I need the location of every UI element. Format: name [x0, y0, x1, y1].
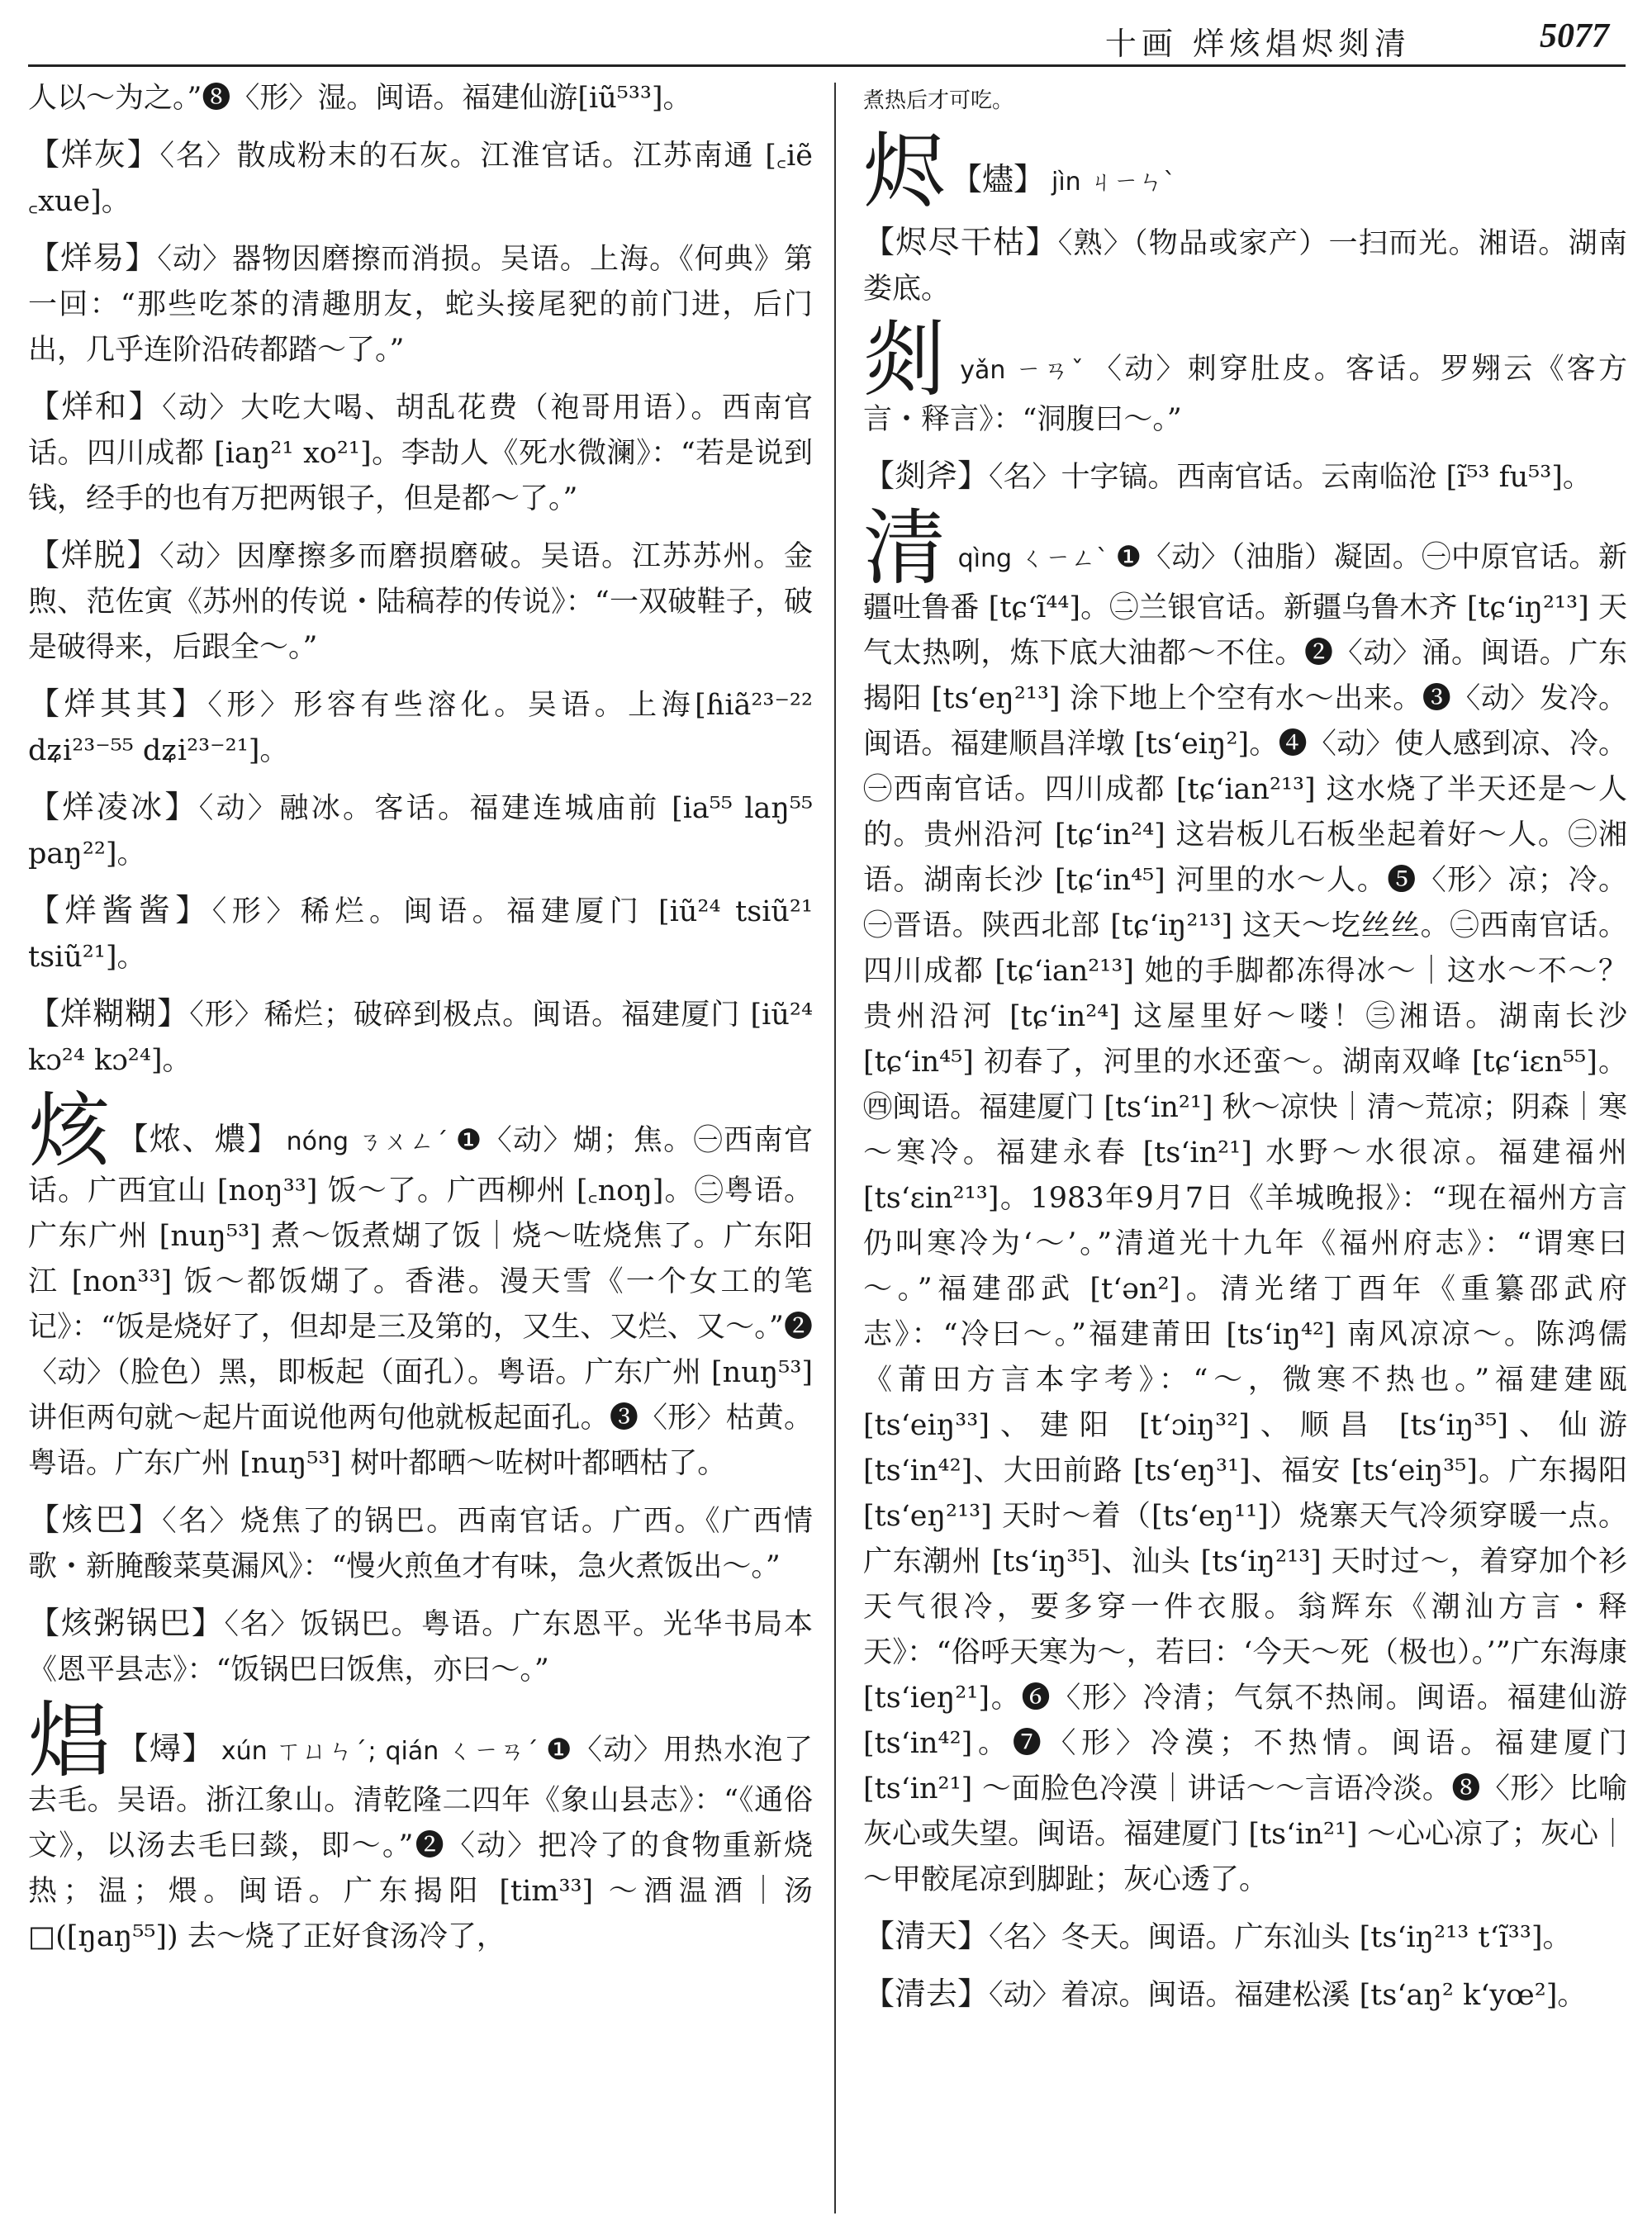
compound-entry: [28, 785, 813, 877]
compound-entry: [863, 453, 1627, 501]
compound-entry: [28, 132, 813, 225]
definition-text: ❶〈动〉用热水泡了去毛。吴语。浙江象山。清乾隆二四年《象山县志》：“《通俗文》，以汤去毛曰燅，即～。”❷〈动〉把冷了的食物重新烧热；温；煨。闽语。广东揭阳 [tim³³] ～酒温酒｜汤□([ŋaŋ⁵⁵]) 去～烧了正好食汤冷了，: [28, 1734, 813, 1953]
definition-text: 煮热后才可吃。: [863, 88, 1014, 113]
definition-text: 〈动〉器物因磨擦而消损。吴语。上海。《何典》第一回：“那些吃茶的清趣朋友，蛇头接尾豝的前门进，后门出，几乎连阶沿砖都踏～了。”: [28, 243, 813, 367]
compound-word: 【烗粥锅巴】: [28, 1605, 225, 1641]
definition-text: 〈熟〉（物品或家产）一扫而光。湘语。湖南娄底。: [863, 227, 1627, 306]
compound-word: 【剡斧】: [863, 458, 990, 494]
definition-text: 〈动〉刺穿肚皮。客话。罗翙云《客方言・释言》：“洞腹曰～。”: [863, 353, 1627, 436]
headword-entry: [863, 311, 1627, 443]
headword-entry: [863, 123, 1627, 220]
headword: 烬: [863, 123, 946, 220]
entry-continuation: [863, 76, 1627, 124]
right-column: [863, 76, 1627, 2215]
compound-word: 【烊凌冰】: [28, 789, 199, 825]
definition-text: 〈名〉饭锅巴。粤语。广东恩平。光华书局本《恩平县志》：“饭锅巴曰饭焦，亦曰～。”: [28, 1608, 813, 1687]
compound-word: 【烊脱】: [28, 537, 160, 573]
headword: 焻: [28, 1692, 112, 1789]
compound-word: 【清去】: [863, 1976, 990, 2012]
compound-entry: [863, 220, 1627, 312]
definition-text: 〈名〉散成粉末的石灰。江淮官话。江苏南通 [꜀iẽ ꜀xue]。: [28, 140, 813, 218]
compound-entry: [28, 991, 813, 1084]
pronunciation: yǎn ㄧㄢˇ: [960, 356, 1086, 385]
definition-text: 〈动〉因摩擦多而磨损磨破。吴语。江苏苏州。金煦、范佐寅《苏州的传说・陆稿荐的传说》：“一双破鞋子，破是破得来，后跟全～。”: [28, 540, 813, 664]
definition-text: 〈动〉着凉。闽语。福建松溪 [tsʻaŋ² kʻyœ²]。: [989, 1979, 1587, 2012]
definition-text: 〈动〉大吃大喝、胡乱花费（袍哥用语）。西南官话。四川成都 [iaŋ²¹ xo²¹]。李劼人《死水微澜》：“若是说到钱，经手的也有万把两银子，但是都～了。”: [28, 391, 813, 515]
compound-word: 【烊其其】: [28, 686, 208, 722]
page-header: [28, 0, 1626, 67]
variant-form: 【燖】: [116, 1730, 215, 1767]
compound-entry: [28, 681, 813, 774]
compound-entry: [28, 235, 813, 373]
definition-text: 〈名〉冬天。闽语。广东汕头 [tsʻiŋ²¹³ tʻĩ³³]。: [989, 1921, 1572, 1954]
pronunciation: xún ㄒㄩㄣˊ; qián ㄑㄧㄢˊ: [221, 1737, 540, 1766]
headword: 剡: [863, 311, 949, 408]
compound-entry: [863, 1971, 1627, 2019]
compound-entry: [28, 384, 813, 522]
compound-word: 【烗巴】: [28, 1502, 163, 1538]
headword: 烗: [28, 1083, 112, 1179]
pronunciation: jìn ㄐㄧㄣˋ: [1051, 168, 1176, 197]
headword-entry: [28, 1083, 813, 1487]
compound-word: 【烊和】: [28, 388, 163, 425]
headword: 清: [863, 500, 947, 596]
compound-word: 【烊糊糊】: [28, 995, 190, 1032]
definition-text: 人以～为之。”❽〈形〉湿。闽语。福建仙游[iũ⁵³³]。: [28, 82, 692, 115]
headword-entry: [28, 1692, 813, 1960]
compound-word: 【清天】: [863, 1918, 990, 1954]
column-divider: [834, 83, 836, 2213]
headword-entry: [863, 500, 1627, 1903]
definition-text: 〈动〉融冰。客话。福建连城庙前 [ia⁵⁵ laŋ⁵⁵ paŋ²²]。: [28, 792, 813, 871]
definition-text: 〈形〉形容有些溶化。吴语。上海[ɦiã²³⁻²² dʑi²³⁻⁵⁵ dʑi²³⁻²¹]。: [28, 689, 813, 767]
entry-continuation: [28, 76, 813, 121]
compound-word: 【烊灰】: [28, 136, 160, 173]
definition-text: 〈名〉烧焦了的锅巴。西南官话。广西。《广西情歌・新腌酸菜莫漏风》：“慢火煎鱼才有味，急火煮饭出～。”: [28, 1505, 813, 1583]
compound-entry: [28, 533, 813, 671]
definition-text: 〈形〉稀烂；破碎到极点。闽语。福建厦门 [iũ²⁴ kɔ²⁴ kɔ²⁴]。: [28, 999, 813, 1077]
pronunciation: nóng ㄋㄨㄥˊ: [286, 1127, 449, 1156]
compound-word: 【烊酱酱】: [28, 892, 212, 928]
definition-text: ❶〈动〉煳；焦。㊀西南官话。广西宜山 [noŋ³³] 饭～了。广西柳州 [꜀noŋ]。㊁粤语。广东广州 [nuŋ⁵³] 煮～饭煮煳了饭｜烧～咗烧焦了。广东阳江 [non³³] 饭～都饭煳了。香港。漫天雪《一个女工的笔记》：“饭是烧好了，但却是三及第的，又生、又烂、又～。”❷〈动〉（脸色）黑，即板起（面孔）。粤语。广东广州 [nuŋ⁵³] 讲佢两句就～起片面说他两句他就板起面孔。❸〈形〉枯黄。粤语。广东广州 [nuŋ⁵³] 树叶都晒～咗树叶都晒枯了。: [28, 1124, 813, 1480]
compound-word: 【烊易】: [28, 240, 158, 276]
page-number: 5077: [1540, 17, 1609, 55]
left-column: [28, 76, 813, 2215]
definition-text: ❶〈动〉（油脂）凝固。㊀中原官话。新疆吐鲁番 [tɕʻĩ⁴⁴]。㊁兰银官话。新疆乌鲁木齐 [tɕʻiŋ²¹³] 天气太热咧，炼下底大油都～不住。❷〈动〉涌。闽语。广东揭阳 [tsʻeŋ²¹³] 涂下地上个空有水～出来。❸〈动〉发冷。闽语。福建顺昌洋墩 [tsʻeiŋ²]。❹〈动〉使人感到凉、冷。㊀西南官话。四川成都 [tɕʻian²¹³] 这水烧了半天还是～人的。贵州沿河 [tɕʻin²⁴] 这岩板儿石板坐起着好～人。㊁湘语。湖南长沙 [tɕʻin⁴⁵] 河里的水～人。❺〈形〉凉；冷。㊀晋语。陕西北部 [tɕʻiŋ²¹³] 这天～圪丝丝。㊁西南官话。四川成都 [tɕʻian²¹³] 她的手脚都冻得冰～｜这水～不～？贵州沿河 [tɕʻin²⁴] 这屋里好～喽！㊂湘语。湖南长沙 [tɕʻin⁴⁵] 初春了，河里的水还蛮～。湖南双峰 [tɕʻiɛn⁵⁵]。㊃闽语。福建厦门 [tsʻin²¹] 秋～凉快｜清～荒凉；阴森｜寒～寒冷。福建永春 [tsʻin²¹] 水野～水很凉。福建福州 [tsʻɛin²¹³]。1983年9月7日《羊城晚报》：“现在福州方言仍叫寒冷为‘～’。”清道光十九年《福州府志》：“谓寒曰～。”福建邵武 [tʻən²]。清光绪丁酉年《重纂邵武府志》：“冷曰～。”福建莆田 [tsʻiŋ⁴²] 南风凉凉～。陈鸿儒《莆田方言本字考》：“～，微寒不热也。”福建建瓯 [tsʻeiŋ³³]、建阳 [tʻɔiŋ³²]、顺昌 [tsʻiŋ³⁵]、仙游 [tsʻin⁴²]、大田前路 [tsʻeŋ³¹]、福安 [tsʻeiŋ³⁵]。广东揭阳 [tsʻeŋ²¹³] 天时～着（[tsʻeŋ¹¹]）烧寨天气冷须穿暖一点。广东潮州 [tsʻiŋ³⁵]、汕头 [tsʻiŋ²¹³] 天时过～，着穿加个衫天气很冷，要多穿一件衣服。翁辉东《潮汕方言・释天》：“俗呼天寒为～，若曰：‘今天～死（极也）。’”广东海康 [tsʻieŋ²¹]。❻〈形〉冷清；气氛不热闹。闽语。福建仙游 [tsʻin⁴²]。❼〈形〉冷漠；不热情。闽语。福建厦门 [tsʻin²¹] ～面脸色冷漠｜讲话～～言语冷淡。❽〈形〉比喻灰心或失望。闽语。福建厦门 [tsʻin²¹] ～心心凉了；灰心｜～甲骹尾凉到脚趾；灰心透了。: [863, 541, 1627, 1896]
compound-entry: [28, 888, 813, 980]
variant-form: 【㶶、燶】: [116, 1121, 280, 1157]
pronunciation: qìng ㄑㄧㄥˋ: [957, 544, 1109, 573]
compound-word: 【烬尽干枯】: [863, 224, 1058, 260]
definition-text: 〈形〉稀烂。闽语。福建厦门 [iũ²⁴ tsiũ²¹ tsiũ²¹]。: [28, 895, 813, 974]
definition-text: 〈名〉十字镐。西南官话。云南临沧 [ĩ⁵³ fu⁵³]。: [989, 461, 1592, 494]
compound-entry: [28, 1601, 813, 1693]
compound-entry: [863, 1914, 1627, 1961]
variant-form: 【燼】: [951, 161, 1046, 197]
section-title: 十画 烊烗焻烬剡清: [1104, 26, 1411, 62]
compound-entry: [28, 1497, 813, 1590]
